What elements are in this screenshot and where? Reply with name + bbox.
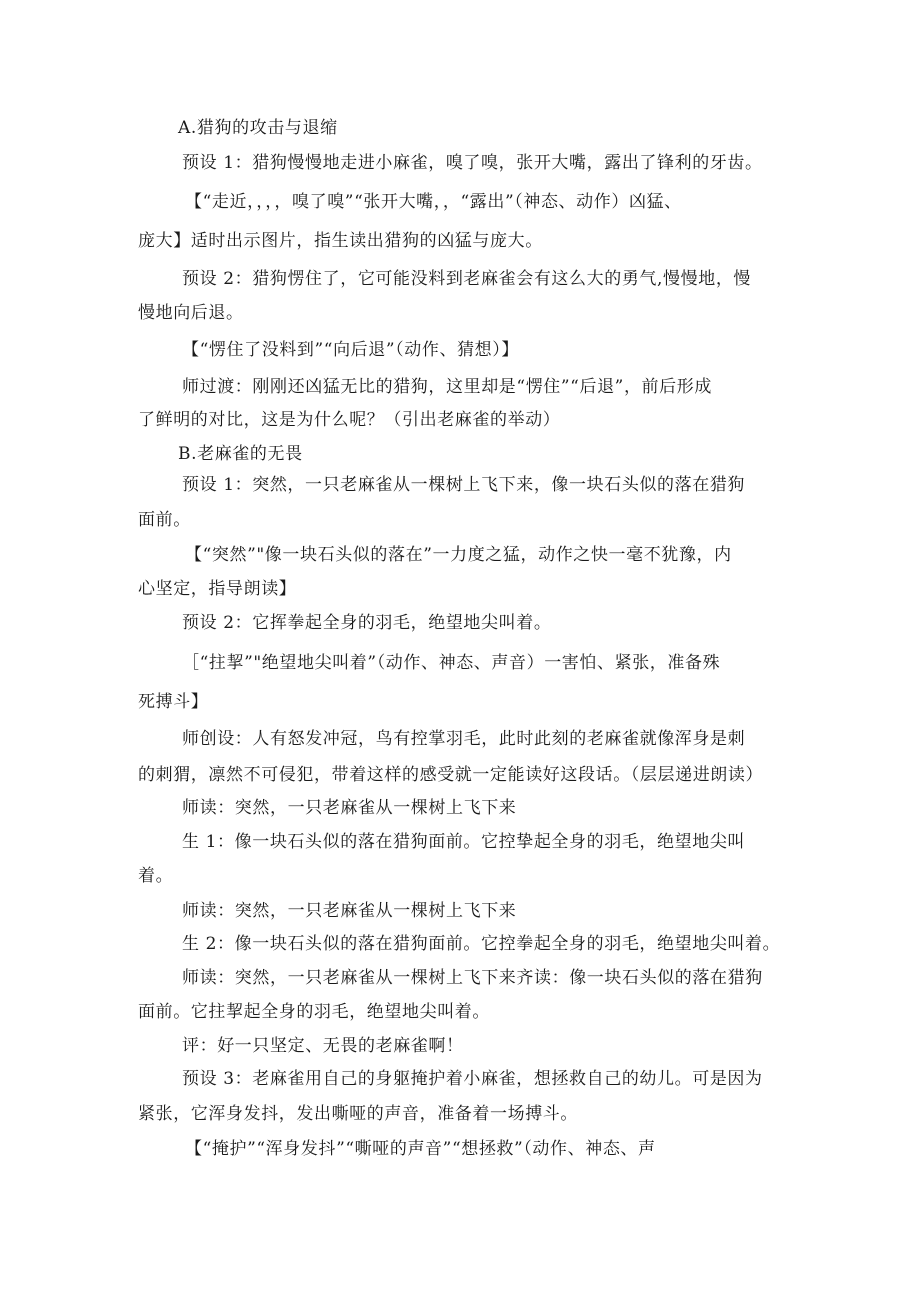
text-line: 师读：突然，一只老麻雀从一棵树上飞下来 bbox=[182, 798, 517, 818]
text-line: 【“突然”"像一块石头似的落在”一力度之猛，动作之快一毫不犹豫，内 bbox=[185, 545, 732, 565]
text-line: 庞大】适时出示图片，指生读出猎狗的凶猛与庞大。 bbox=[138, 231, 543, 251]
text-line: 紧张，它浑身发抖，发出嘶哑的声音，准备着一场搏斗。 bbox=[138, 1104, 578, 1124]
text-line: 预设 2：它挥拳起全身的羽毛，绝望地尖叫着。 bbox=[182, 613, 552, 633]
text-line: 面前。它拄挈起全身的羽毛，绝望地尖叫着。 bbox=[138, 1002, 490, 1022]
text-line: 预设 1：突然，一只老麻雀从一棵树上飞下来，像一块石头似的落在猎狗 bbox=[182, 475, 746, 495]
text-line: 评：好一只坚定、无畏的老麻雀啊！ bbox=[182, 1036, 464, 1056]
text-line: 死搏斗】 bbox=[138, 692, 209, 712]
text-line: 预设 2：猎狗愣住了，它可能没料到老麻雀会有这么大的勇气,慢慢地，慢 bbox=[182, 269, 752, 289]
text-line: 面前。 bbox=[138, 510, 191, 530]
text-line: 预设 1：猎狗慢慢地走进小麻雀，嗅了嗅，张开大嘴，露出了锋利的牙齿。 bbox=[182, 153, 763, 173]
section-heading-b: B.老麻雀的无畏 bbox=[178, 444, 303, 464]
section-heading-a: A.猎狗的攻击与退缩 bbox=[178, 118, 338, 138]
text-line: 【“愣住了没料到”“向后退”（动作、猜想）】 bbox=[182, 340, 519, 360]
text-line: 生 1：像一块石头似的落在猎狗面前。它控挚起全身的羽毛，绝望地尖叫 bbox=[182, 832, 746, 852]
text-line: 生 2：像一块石头似的落在猎狗面前。它控拳起全身的羽毛，绝望地尖叫着。 bbox=[182, 934, 781, 954]
text-line: 师读：突然，一只老麻雀从一棵树上飞下来齐读：像一块石头似的落在猎狗 bbox=[182, 968, 763, 988]
text-line: 心坚定，指导朗读】 bbox=[138, 579, 297, 599]
text-line: 师读：突然，一只老麻雀从一棵树上飞下来 bbox=[182, 901, 517, 921]
text-line: 的刺猬，凛然不可侵犯，带着这样的感受就一定能读好这段话。（层层递进朗读） bbox=[138, 765, 764, 785]
text-line: 慢地向后退。 bbox=[138, 303, 244, 323]
text-line: ［“拄挈”"绝望地尖叫着”（动作、神态、声音）一害怕、紧张，准备殊 bbox=[182, 653, 721, 673]
text-line: 【“掩护”“浑身发抖”“嘶哑的声音”“想拯救”（动作、神态、声 bbox=[185, 1139, 656, 1159]
text-line: 了鲜明的对比，这是为什么呢？（引出老麻雀的举动） bbox=[138, 410, 561, 430]
text-line: 预设 3：老麻雀用自己的身躯掩护着小麻雀，想拯救自己的幼儿。可是因为 bbox=[182, 1069, 763, 1089]
text-line: 着。 bbox=[138, 866, 174, 886]
text-line: 师创设：人有怒发冲冠，鸟有控掌羽毛，此时此刻的老麻雀就像浑身是刺 bbox=[182, 729, 746, 749]
text-line: 【“走近，，，，嗅了嗅”“张开大嘴，，“露出”（神态、动作）凶猛、 bbox=[185, 192, 682, 212]
text-line: 师过渡：刚刚还凶猛无比的猎狗，这里却是“愣住”“后退”，前后形成 bbox=[182, 377, 712, 397]
